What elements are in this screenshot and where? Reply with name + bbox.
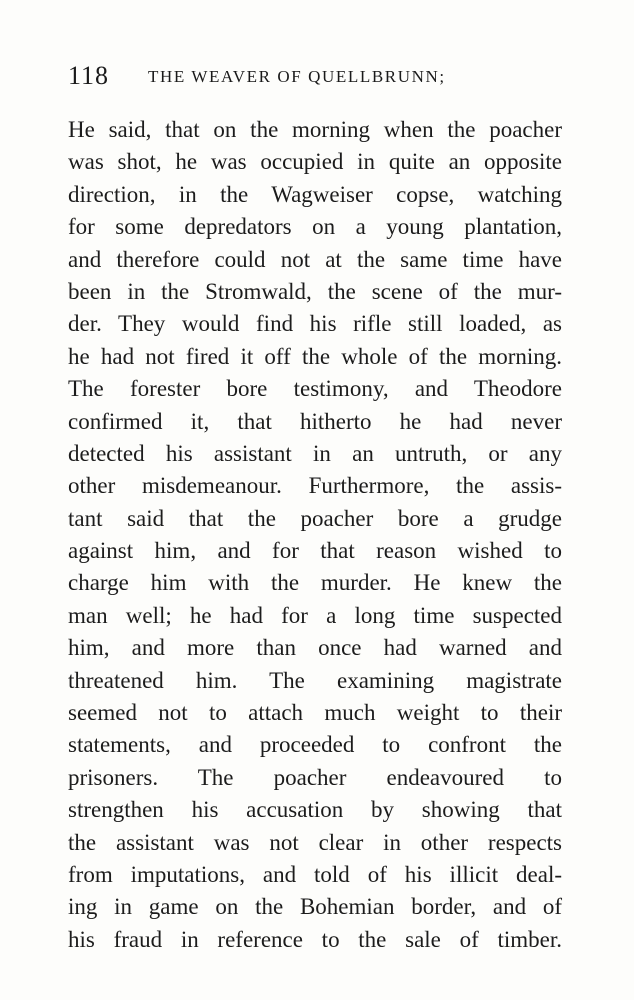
- running-head: [68, 60, 568, 92]
- text-line: for some depredators on a young plantation,: [68, 214, 562, 240]
- text-line: against him, and for that reason wished to: [68, 538, 562, 564]
- text-line: his fraud in reference to the sale of timber.: [68, 926, 562, 952]
- page-number: 118: [68, 61, 110, 90]
- text-line: from imputations, and told of his illicit deal-: [68, 861, 562, 887]
- body-text: [68, 114, 562, 956]
- text-line: seemed not to attach much weight to their: [68, 700, 562, 726]
- text-line: confirmed it, that hitherto he had never: [68, 408, 562, 434]
- text-line: prisoners. The poacher endeavoured to: [68, 764, 562, 790]
- text-line: strengthen his accusation by showing that: [68, 797, 562, 823]
- text-line: man well; he had for a long time suspected: [68, 602, 562, 628]
- text-line: him, and more than once had warned and: [68, 635, 562, 661]
- text-line: was shot, he was occupied in quite an opposite: [68, 149, 562, 175]
- text-line: The forester bore testimony, and Theodore: [68, 376, 562, 402]
- text-line: statements, and proceeded to confront the: [68, 732, 562, 758]
- text-line: direction, in the Wagweiser copse, watching: [68, 181, 562, 207]
- text-line: and therefore could not at the same time have: [68, 246, 562, 272]
- text-line: threatened him. The examining magistrate: [68, 667, 562, 693]
- text-line: He said, that on the morning when the poacher: [68, 117, 562, 142]
- text-line: detected his assistant in an untruth, or any: [68, 440, 562, 466]
- text-line: charge him with the murder. He knew the: [68, 570, 562, 596]
- text-line: tant said that the poacher bore a grudge: [68, 505, 562, 531]
- text-line: he had not fired it off the whole of the morning.: [68, 343, 562, 369]
- text-line: der. They would find his rifle still loaded, as: [68, 311, 562, 337]
- text-line: ing in game on the Bohemian border, and of: [68, 894, 562, 920]
- text-line: the assistant was not clear in other respects: [68, 829, 562, 855]
- text-line: been in the Stromwald, the scene of the mur-: [68, 278, 562, 304]
- running-title: THE WEAVER OF QUELLBRUNN;: [148, 67, 446, 86]
- text-line: other misdemeanour. Furthermore, the assis-: [68, 473, 562, 499]
